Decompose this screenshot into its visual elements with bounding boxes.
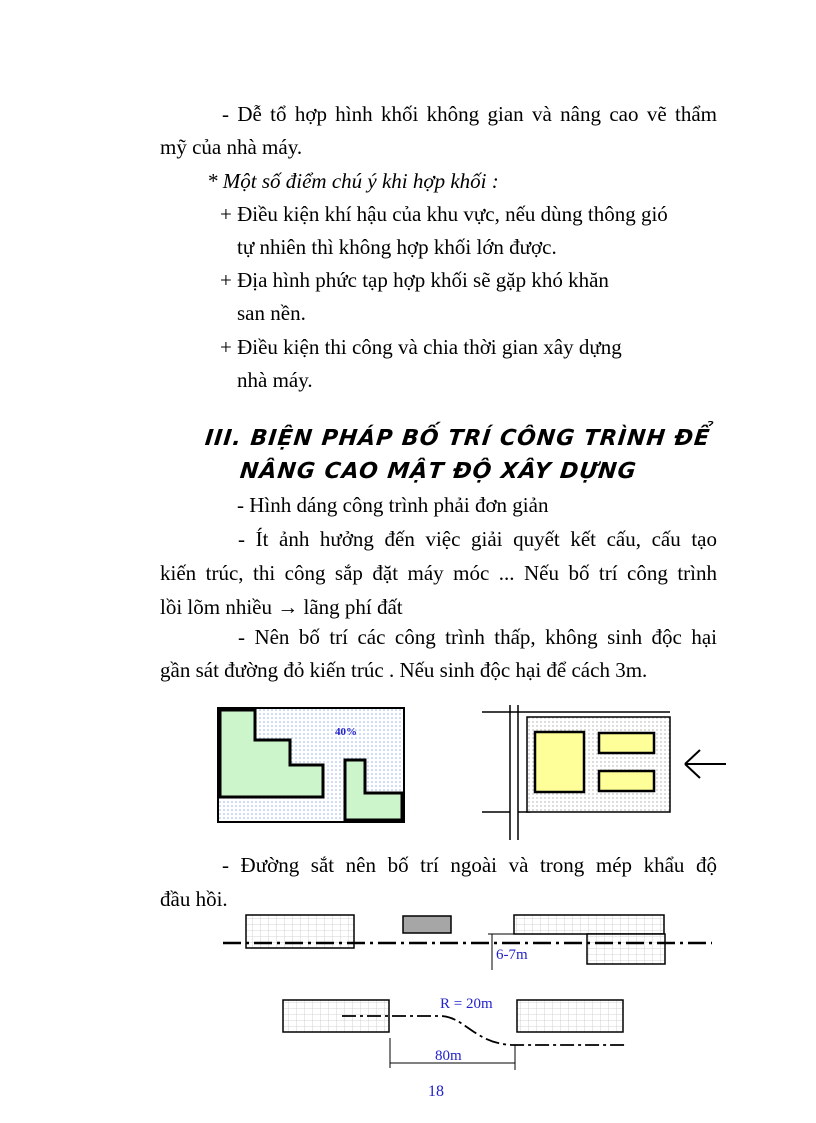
section-line: - Đường sắt nên bố trí ngoài và trong mép khẩu độ (222, 853, 717, 877)
curve-radius-figure (280, 990, 630, 1075)
arrow-left-icon (685, 750, 726, 778)
building-right-lower (517, 1000, 623, 1032)
note-title: * Một số điểm chú ý khi hợp khối : (207, 169, 499, 193)
section-line: - Ít ảnh hưởng đến việc giải quyết kết cấu, cấu tạo (238, 527, 717, 551)
building-right-top (514, 915, 664, 934)
offset-label: 6-7m (496, 947, 528, 963)
yellow-building-bottom (599, 771, 654, 791)
section-line: gần sát đường đỏ kiến trúc . Nếu sinh độc hại để cách 3m. (160, 658, 648, 682)
section-line: - Nên bố trí các công trình thấp, không sinh độc hại (238, 625, 717, 649)
bullet-line: + Địa hình phức tạp hợp khối sẽ gặp khó khăn (220, 268, 609, 292)
section-heading-line2: NÂNG CAO MẬT ĐỘ XÂY DỰNG (238, 459, 638, 484)
density-label: 40% (335, 726, 357, 738)
section-line: kiến trúc, thi công sắp đặt máy móc ... Nếu bố trí công trình (160, 561, 717, 585)
section-line: - Hình dáng công trình phải đơn giản (237, 493, 549, 517)
railway-offset-figure (220, 912, 715, 972)
site-road-figure (480, 705, 730, 845)
density-plan-figure (215, 705, 410, 825)
bullet-line: nhà máy. (237, 368, 313, 392)
bullet-line: + Điều kiện khí hậu của khu vực, nếu dùng thông gió (220, 202, 668, 226)
section-line: đầu hồi. (160, 887, 228, 911)
paragraph-line: mỹ của nhà máy. (160, 135, 303, 159)
paragraph-line: - Dễ tổ hợp hình khối không gian và nâng cao vẽ thẩm (222, 102, 717, 126)
building-right-bottom (587, 934, 665, 964)
yellow-building-large (535, 732, 584, 792)
section-line: lồi lõm nhiều → lãng phí đất (160, 595, 403, 619)
building-gray (403, 916, 451, 933)
radius-label: R = 20m (440, 996, 493, 1012)
bullet-line: san nền. (237, 301, 306, 325)
length-label: 80m (435, 1048, 462, 1064)
yellow-building-top (599, 733, 654, 753)
bullet-line: + Điều kiện thi công và chia thời gian xây dựng (220, 335, 622, 359)
page-number: 18 (428, 1083, 444, 1100)
section-heading-line1: III. BIỆN PHÁP BỐ TRÍ CÔNG TRÌNH ĐỂ (203, 426, 712, 451)
bullet-line: tự nhiên thì không hợp khối lớn được. (237, 235, 557, 259)
